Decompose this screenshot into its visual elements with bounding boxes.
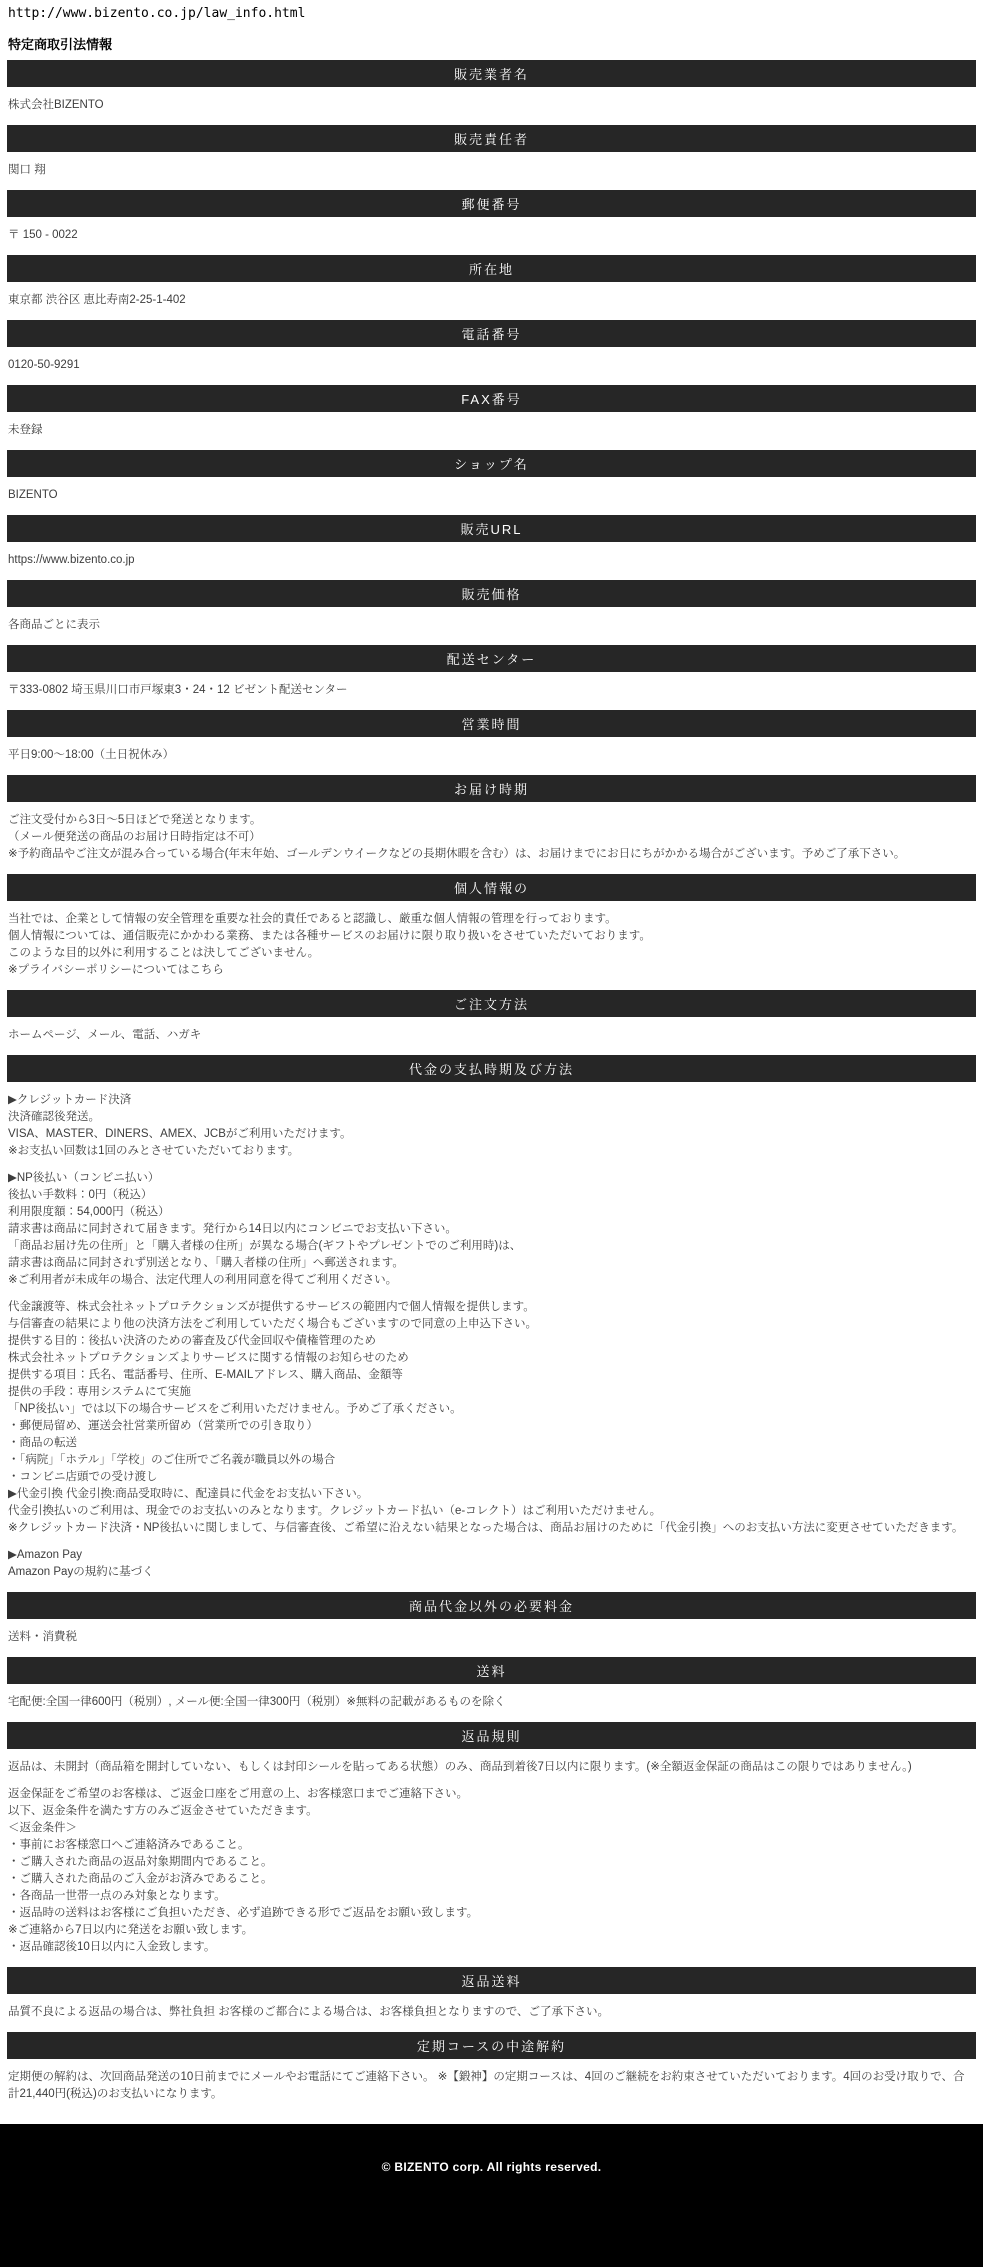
section-header-label: お届け時期 xyxy=(453,782,529,797)
section-body-line: ※予約商品やご注文が混み合っている場合(年末年始、ゴールデンウイークなどの長期休暇を含む）は、お届けまでにお日にちがかかる場合がございます。予めご了承下さい。 xyxy=(8,848,906,860)
section-header-bar xyxy=(7,1592,976,1619)
section-body-line: ※プライバシーポリシーについてはこちら xyxy=(8,964,224,976)
section-body xyxy=(8,292,975,309)
section-body xyxy=(8,1694,975,1711)
section-body-line: ・コンビニ店頭での受け渡し xyxy=(8,1471,158,1483)
section-body-line: ※ご連絡から7日以内に発送をお願い致します。 xyxy=(8,1924,254,1936)
section-header-bar xyxy=(7,775,976,802)
section-body-line: 当社では、企業として情報の安全管理を重要な社会的責任であると認識し、厳重な個人情報の管理を行っております。 xyxy=(8,913,617,925)
law-section xyxy=(0,580,983,634)
section-header-label: 送料 xyxy=(476,1664,507,1679)
law-section xyxy=(0,385,983,439)
section-body-line: ▶Amazon Pay xyxy=(8,1549,83,1561)
section-body-line: （メール便発送の商品のお届け日時指定は不可） xyxy=(8,831,261,843)
section-body-line xyxy=(8,1776,975,1786)
page-url: http://www.bizento.co.jp/law_info.html xyxy=(8,6,306,21)
section-body xyxy=(8,2069,975,2103)
law-section xyxy=(0,2032,983,2103)
section-body-line: 返金保証をご希望のお客様は、ご返金口座をご用意の上、お客様窓口までご連絡下さい。 xyxy=(8,1788,468,1800)
page-footer xyxy=(0,2124,983,2267)
section-body-line: 決済確認後発送。 xyxy=(8,1111,100,1123)
law-section xyxy=(0,775,983,863)
section-header-bar xyxy=(7,2032,976,2059)
section-body xyxy=(8,552,975,569)
law-section xyxy=(0,645,983,699)
section-body-line: 株式会社BIZENTO xyxy=(8,99,104,111)
section-body-line: 品質不良による返品の場合は、弊社負担 お客様のご都合による場合は、お客様負担となりますので、ご了承下さい。 xyxy=(8,2006,609,2018)
section-body-line: 未登録 xyxy=(8,424,43,436)
section-body-line: 提供する項目：氏名、電話番号、住所、E-MAILアドレス、購入商品、金額等 xyxy=(8,1369,403,1381)
section-header-label: 営業時間 xyxy=(461,717,522,732)
section-body-line: 平日9:00〜18:00（土日祝休み） xyxy=(8,749,175,761)
section-header-label: 返品規則 xyxy=(461,1729,522,1744)
section-body-line: 宅配便:全国一律600円（税別）, メール便:全国一律300円（税別）※無料の記載があるものを除く xyxy=(8,1696,506,1708)
law-section xyxy=(0,320,983,374)
law-section xyxy=(0,874,983,979)
section-body-line xyxy=(8,1537,975,1547)
law-section xyxy=(0,1592,983,1646)
law-section xyxy=(0,190,983,244)
sections-container xyxy=(0,60,983,2114)
section-body-line: 返品は、未開封（商品箱を開封していない、もしくは封印シールを貼ってある状態）のみ、商品到着後7日以内に限ります。(※全額返金保証の商品はこの限りではありません。) xyxy=(8,1761,912,1773)
section-header-label: 郵便番号 xyxy=(461,197,522,212)
section-header-bar xyxy=(7,450,976,477)
section-body-line: ▶代金引換 代金引換:商品受取時に、配達員に代金をお支払い下さい。 xyxy=(8,1488,369,1500)
section-body xyxy=(8,357,975,374)
section-body-line: ・返品確認後10日以内に入金致します。 xyxy=(8,1941,216,1953)
section-body-line: 各商品ごとに表示 xyxy=(8,619,100,631)
law-section xyxy=(0,1967,983,2021)
section-header-bar xyxy=(7,385,976,412)
section-body-line: VISA、MASTER、DINERS、AMEX、JCBがご利用いただけます。 xyxy=(8,1128,352,1140)
section-header-bar xyxy=(7,990,976,1017)
section-body-line: ・返品時の送料はお客様にご負担いただき、必ず追跡できる形でご返品をお願い致します。 xyxy=(8,1907,479,1919)
section-header-label: 電話番号 xyxy=(461,327,522,342)
section-body-line: 後払い手数料：0円（税込） xyxy=(8,1189,153,1201)
section-body-line: 代金譲渡等、株式会社ネットプロテクションズが提供するサービスの範囲内で個人情報を提供します。 xyxy=(8,1301,535,1313)
section-header-label: 商品代金以外の必要料金 xyxy=(408,1599,574,1614)
law-section xyxy=(0,60,983,114)
section-body-line: ▶クレジットカード決済 xyxy=(8,1094,132,1106)
section-body-line: 送料・消費税 xyxy=(8,1631,77,1643)
section-body-line: ご注文受付から3日〜5日ほどで発送となります。 xyxy=(8,814,262,826)
section-header-bar xyxy=(7,1967,976,1994)
section-body xyxy=(8,1092,975,1581)
section-body-line: ・ご購入された商品のご入金がお済みであること。 xyxy=(8,1873,273,1885)
section-header-bar xyxy=(7,320,976,347)
section-header-bar xyxy=(7,190,976,217)
section-body-line: ホームページ、メール、電話、ハガキ xyxy=(8,1029,202,1041)
section-header-bar xyxy=(7,580,976,607)
section-header-label: FAX番号 xyxy=(461,392,522,407)
section-body xyxy=(8,487,975,504)
law-section xyxy=(0,125,983,179)
section-body xyxy=(8,747,975,764)
section-body-line: ・各商品一世帯一点のみ対象となります。 xyxy=(8,1890,226,1902)
section-body xyxy=(8,1759,975,1956)
law-section xyxy=(0,1722,983,1956)
section-header-bar xyxy=(7,125,976,152)
section-body-line: このような目的以外に利用することは決してございません。 xyxy=(8,947,320,959)
section-header-label: 販売URL xyxy=(460,522,523,537)
section-body-line xyxy=(8,1160,975,1170)
section-body-line: ▶NP後払い（コンビニ払い） xyxy=(8,1172,160,1184)
section-body-line: ＜返金条件＞ xyxy=(8,1822,77,1834)
section-header-bar xyxy=(7,645,976,672)
section-body-line: 関口 翔 xyxy=(8,164,46,176)
law-section xyxy=(0,450,983,504)
copyright-text: © BIZENTO corp. All rights reserved. xyxy=(381,2160,602,2174)
section-header-bar xyxy=(7,255,976,282)
section-body-line: ・郵便局留め、運送会社営業所留め（営業所での引き取り） xyxy=(8,1420,319,1432)
section-body xyxy=(8,2004,975,2021)
section-body-line: ※お支払い回数は1回のみとさせていただいております。 xyxy=(8,1145,300,1157)
section-body-line: ・「病院」「ホテル」「学校」のご住所でご名義が職員以外の場合 xyxy=(8,1454,336,1466)
section-body-line: ※ご利用者が未成年の場合、法定代理人の利用同意を得てご利用ください。 xyxy=(8,1274,398,1286)
section-body-line: 個人情報については、通信販売にかかわる業務、または各種サービスのお届けに限り取り扱いをさせていただいております。 xyxy=(8,930,651,942)
section-header-label: 定期コースの中途解約 xyxy=(416,2039,567,2054)
section-header-bar xyxy=(7,874,976,901)
section-body xyxy=(8,97,975,114)
section-header-bar xyxy=(7,1055,976,1082)
law-section xyxy=(0,1657,983,1711)
section-body-line: 株式会社ネットプロテクションズよりサービスに関する情報のお知らせのため xyxy=(8,1352,409,1364)
section-body-line: ・ご購入された商品の返品対象期間内であること。 xyxy=(8,1856,273,1868)
section-header-bar xyxy=(7,1722,976,1749)
section-header-label: 返品送料 xyxy=(461,1974,522,1989)
section-body-line: ・商品の転送 xyxy=(8,1437,77,1449)
section-body xyxy=(8,911,975,979)
section-header-label: 個人情報の xyxy=(453,881,529,896)
section-body-line: ※クレジットカード決済・NP後払いに関しまして、与信審査後、ご希望に沿えない結果となった場合は、商品お届けのために「代金引換」へのお支払い方法に変更させていただきます。 xyxy=(8,1522,964,1534)
section-body xyxy=(8,682,975,699)
section-body-line: 〒333-0802 埼玉県川口市戸塚東3・24・12 ビゼント配送センター xyxy=(8,684,348,696)
section-body-line: 東京都 渋谷区 恵比寿南2-25-1-402 xyxy=(8,294,186,306)
section-body-line: 〒 150 - 0022 xyxy=(8,229,78,241)
section-body-line: Amazon Payの規約に基づく xyxy=(8,1566,154,1578)
section-body-line: 代金引換払いのご利用は、現金でのお支払いのみとなります。クレジットカード払い（e-コレクト）はご利用いただけません。 xyxy=(8,1505,662,1517)
section-header-label: ご注文方法 xyxy=(453,997,529,1012)
section-header-label: 所在地 xyxy=(468,262,514,277)
section-body xyxy=(8,812,975,863)
section-body-line xyxy=(8,1289,975,1299)
page-title: 特定商取引法情報 xyxy=(8,37,113,52)
section-header-label: 代金の支払時期及び方法 xyxy=(408,1062,574,1077)
section-body-line: ・事前にお客様窓口へご連絡済みであること。 xyxy=(8,1839,250,1851)
section-body-line: 利用限度額：54,000円（税込） xyxy=(8,1206,170,1218)
section-header-bar xyxy=(7,710,976,737)
section-body-line: 「NP後払い」では以下の場合サービスをご利用いただけません。予めご了承ください。 xyxy=(8,1403,462,1415)
section-body-line: 提供の手段：専用システムにて実施 xyxy=(8,1386,191,1398)
section-header-label: 販売責任者 xyxy=(453,132,529,147)
section-body-line: 以下、返金条件を満たす方のみご返金させていただきます。 xyxy=(8,1805,318,1817)
law-section xyxy=(0,255,983,309)
law-section xyxy=(0,710,983,764)
section-body-line: 0120-50-9291 xyxy=(8,359,80,371)
section-body-line: https://www.bizento.co.jp xyxy=(8,554,135,566)
section-header-label: 配送センター xyxy=(446,652,537,667)
section-body-line: BIZENTO xyxy=(8,489,58,501)
section-body xyxy=(8,162,975,179)
section-body-line: 定期便の解約は、次回商品発送の10日前までにメールやお電話にてご連絡下さい。 ※【鍛神】の定期コースは、4回のご継続をお約束させていただいております。4回のお受け取りで、合計21,440円(税込)のお支払いになります。 xyxy=(8,2071,965,2100)
section-body-line: 提供する目的：後払い決済のための審査及び代金回収や債権管理のため xyxy=(8,1335,376,1347)
section-header-bar xyxy=(7,60,976,87)
law-section xyxy=(0,990,983,1044)
section-body-line: 与信審査の結果により他の決済方法をご利用していただく場合もございますので同意の上申込下さい。 xyxy=(8,1318,537,1330)
section-header-label: 販売業者名 xyxy=(453,67,529,82)
section-body-line: 「商品お届け先の住所」と「購入者様の住所」が異なる場合(ギフトやプレゼントでのご利用時)は、 xyxy=(8,1240,522,1252)
law-section xyxy=(0,1055,983,1581)
law-section xyxy=(0,515,983,569)
section-body-line: 請求書は商品に同封されて届きます。発行から14日以内にコンビニでお支払い下さい。 xyxy=(8,1223,457,1235)
section-header-label: 販売価格 xyxy=(461,587,522,602)
section-body xyxy=(8,1027,975,1044)
section-body xyxy=(8,1629,975,1646)
section-header-bar xyxy=(7,515,976,542)
section-header-label: ショップ名 xyxy=(454,457,529,472)
section-body xyxy=(8,617,975,634)
section-body xyxy=(8,422,975,439)
section-body xyxy=(8,227,975,244)
section-body-line: 請求書は商品に同封されず別送となり、「購入者様の住所」へ郵送されます。 xyxy=(8,1257,404,1269)
section-header-bar xyxy=(7,1657,976,1684)
